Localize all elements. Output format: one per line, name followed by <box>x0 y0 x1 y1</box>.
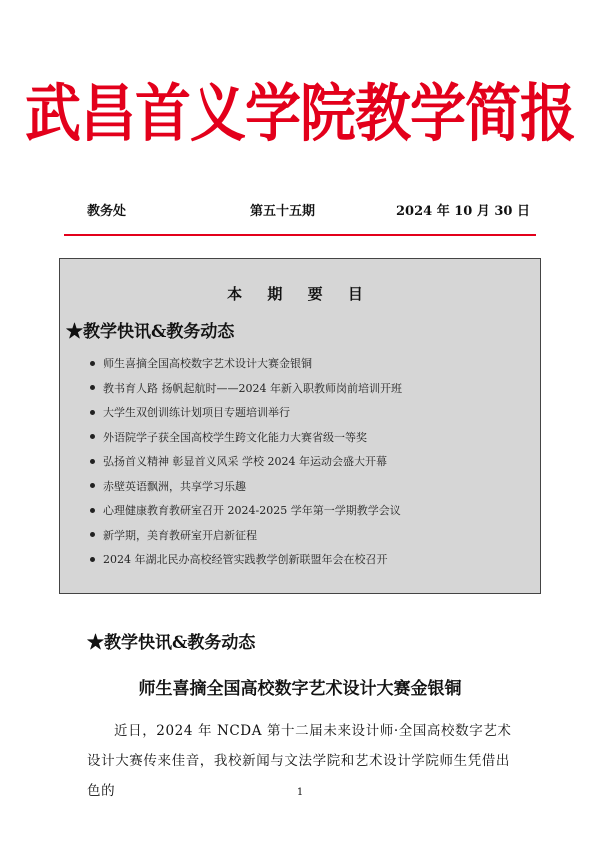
bullet-icon <box>90 483 95 488</box>
section-heading: ★教学快讯&教务动态 <box>87 633 256 653</box>
issue-number: 第五十五期 <box>250 204 316 219</box>
issue-meta-row <box>0 200 600 220</box>
contents-item-label: 大学生双创训练计划项目专题培训举行 <box>103 406 290 420</box>
contents-item[interactable] <box>90 376 402 401</box>
contents-item[interactable] <box>90 351 402 376</box>
contents-item-label: 2024 年湖北民办高校经管实践教学创新联盟年会在校召开 <box>103 553 388 567</box>
department-label: 教务处 <box>87 204 127 219</box>
contents-item-label: 弘扬首义精神 彰显首义风采 学校 2024 年运动会盛大开幕 <box>103 455 387 469</box>
contents-item[interactable] <box>90 523 402 548</box>
contents-item-label: 心理健康教育教研室召开 2024-2025 学年第一学期教学会议 <box>103 504 401 518</box>
bullet-icon <box>90 532 95 537</box>
bullet-icon <box>90 410 95 415</box>
contents-heading: 本 期 要 目 <box>227 285 373 303</box>
masthead-title: 武昌首义学院教学简报 <box>25 78 575 151</box>
contents-item[interactable] <box>90 400 402 425</box>
bullet-icon <box>90 459 95 464</box>
contents-item-label: 教书育人路 扬帆起航时——2024 年新入职教师岗前培训开班 <box>103 381 402 395</box>
contents-item[interactable] <box>90 547 402 572</box>
bullet-icon <box>90 557 95 562</box>
contents-item[interactable] <box>90 425 402 450</box>
contents-item-label: 赤壁英语飘洲，共享学习乐趣 <box>103 479 246 493</box>
red-divider <box>64 234 536 236</box>
contents-box <box>59 258 541 594</box>
contents-item[interactable] <box>90 449 402 474</box>
page-number: 1 <box>296 787 304 798</box>
contents-item-label: 外语院学子获全国高校学生跨文化能力大赛省级一等奖 <box>103 430 367 444</box>
issue-date: 2024 年 10 月 30 日 <box>396 204 530 219</box>
bullet-icon <box>90 385 95 390</box>
contents-item[interactable] <box>90 498 402 523</box>
bullet-icon <box>90 508 95 513</box>
contents-item-label: 师生喜摘全国高校数字艺术设计大赛金银铜 <box>103 357 312 371</box>
article-paragraph: 近日，2024 年 NCDA 第十二届未来设计师·全国高校数字艺术设计大赛传来佳音，我校新闻与文法学院和艺术设计学院师生凭借出色的 <box>87 723 512 799</box>
bullet-icon <box>90 434 95 439</box>
contents-item[interactable] <box>90 474 402 499</box>
contents-item-label: 新学期，美育教研室开启新征程 <box>103 528 257 542</box>
bullet-icon <box>90 361 95 366</box>
masthead <box>0 70 600 160</box>
contents-list <box>90 351 402 572</box>
article-title: 师生喜摘全国高校数字艺术设计大赛金银铜 <box>138 679 462 699</box>
contents-section-title: ★教学快讯&教务动态 <box>66 322 235 342</box>
